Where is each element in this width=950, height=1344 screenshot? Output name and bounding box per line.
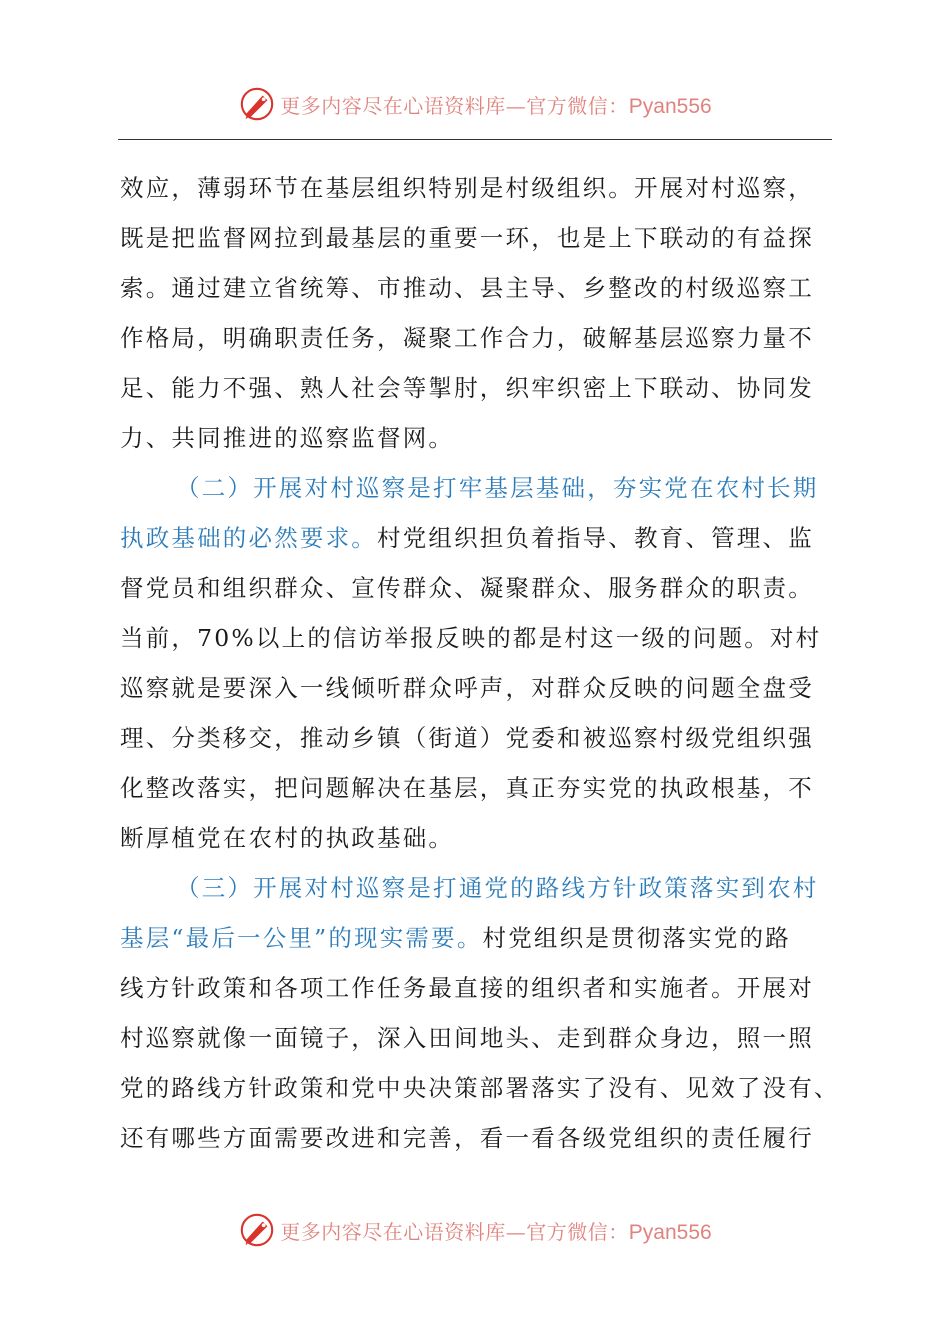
document-body [120,163,840,1163]
text-line: 既是把监督网拉到最基层的重要一环，也是上下联动的有益探 [120,224,814,252]
footer-wechat-id: Pyan556 [628,1220,712,1244]
pen-nib-logo-icon [238,1211,276,1249]
text-line: 断厚植党在农村的执政基础。 [120,824,455,852]
text-line: 索。通过建立省统筹、市推动、县主导、乡整改的村级巡察工 [120,274,814,302]
text-line: 督党员和组织群众、宣传群众、凝聚群众、服务群众的职责。 [120,574,814,602]
text-line: 党的路线方针政策和党中央决策部署落实了没有、见效了没有、 [120,1074,840,1102]
section-heading-tail: 基层“最后一公里”的现实需要。 [120,924,483,952]
text-line: 还有哪些方面需要改进和完善，看一看各级党组织的责任履行 [120,1124,814,1152]
text-line: 理、分类移交，推动乡镇（街道）党委和被巡察村级党组织强 [120,724,814,752]
text-line [120,913,832,963]
text-line: 巡察就是要深入一线倾听群众呼声，对群众反映的问题全盘受 [120,674,814,702]
footer-banner [0,1210,950,1250]
section-heading: （二）开展对村巡察是打牢基层基础，夯实党在农村长期 [176,474,819,502]
footer-banner-text: 更多内容尽在心语资料库—官方微信： [280,1219,629,1244]
text-line: 力、共同推进的巡察监督网。 [120,424,455,452]
text-line: 化整改落实，把问题解决在基层，真正夯实党的执政根基，不 [120,774,814,802]
header-banner [0,84,950,124]
header-divider [118,139,832,140]
text-line [120,513,832,563]
text-line: 当前，70%以上的信访举报反映的都是村这一级的问题。对村 [120,624,822,652]
section-heading: （三）开展对村巡察是打通党的路线方针政策落实到农村 [176,874,819,902]
text-line: 线方针政策和各项工作任务最直接的组织者和实施者。开展对 [120,974,814,1002]
text-line: 村巡察就像一面镜子，深入田间地头、走到群众身边，照一照 [120,1024,814,1052]
text-line: 效应，薄弱环节在基层组织特别是村级组织。开展对村巡察， [120,174,814,202]
pen-nib-logo-icon [238,85,276,123]
text-line-rest: 村党组织担负着指导、教育、管理、监 [377,524,814,552]
paragraph-2 [120,463,832,863]
paragraph-1 [120,163,832,463]
header-banner-text: 更多内容尽在心语资料库—官方微信： [280,93,629,118]
paragraph-3 [120,863,840,1163]
section-heading-tail: 执政基础的必然要求。 [120,524,377,552]
text-line: 作格局，明确职责任务，凝聚工作合力，破解基层巡察力量不 [120,324,814,352]
header-wechat-id: Pyan556 [628,94,712,118]
text-line-rest: 村党组织是贯彻落实党的路 [482,924,791,952]
text-line: 足、能力不强、熟人社会等掣肘，织牢织密上下联动、协同发 [120,374,814,402]
